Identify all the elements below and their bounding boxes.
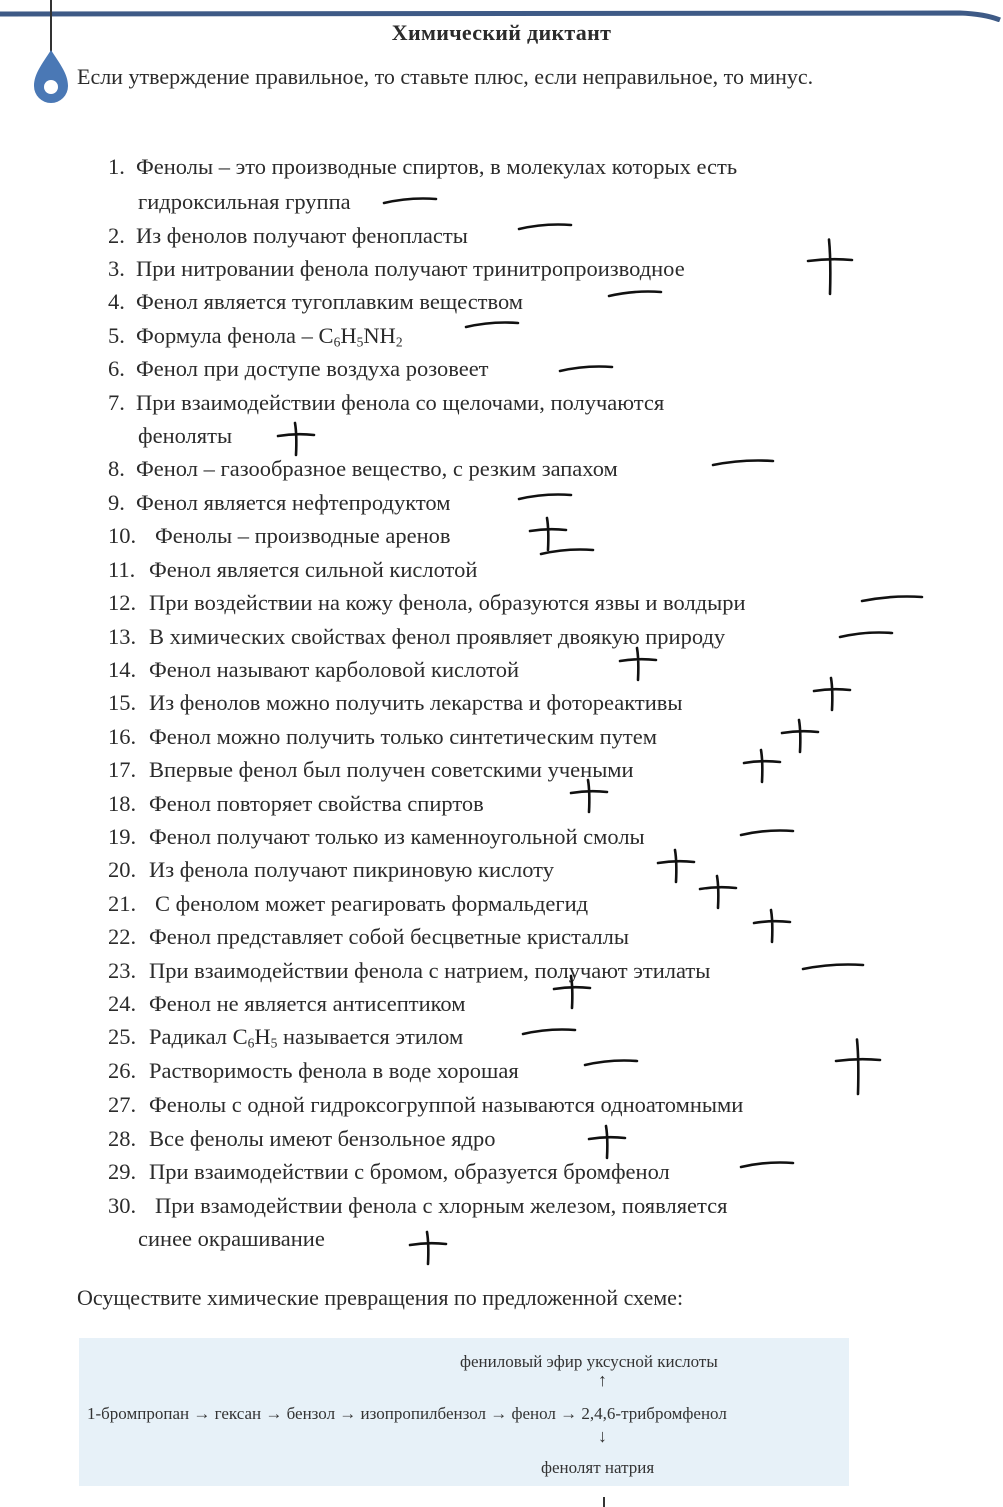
plus-mark-20: [658, 850, 694, 882]
statement-text: Радикал C: [149, 1024, 248, 1049]
statement-number: 10.: [108, 523, 137, 548]
statement-number: 13.: [108, 624, 137, 649]
statement-text: Фенол можно получить только синтетическим путем: [149, 724, 657, 749]
statement-number: 23.: [108, 958, 137, 983]
formula-subscript: 5: [356, 334, 364, 350]
statement-5: [108, 319, 403, 352]
statement-number: 22.: [108, 924, 137, 949]
statement-number: 8.: [108, 456, 125, 481]
plus-mark-28: [589, 1126, 625, 1158]
statement-text: Фенол является нефтепродуктом: [136, 490, 451, 515]
minus-mark-1: [384, 199, 436, 204]
formula-subscript: 6: [333, 334, 341, 350]
statement-21: [108, 887, 588, 920]
statement-text: Фенол при доступе воздуха розовеет: [136, 356, 489, 381]
scheme-bottom-product: фенолят натрия: [541, 1458, 655, 1477]
instruction-text: Осуществите химические превращения по предложенной схеме:: [77, 1285, 684, 1310]
minus-mark-6: [560, 367, 612, 372]
statement-number: 25.: [108, 1024, 137, 1049]
minus-mark-29: [741, 1163, 793, 1168]
statement-text: Фенол – газообразное вещество, с резким запахом: [136, 456, 618, 481]
statement-8: [108, 452, 618, 485]
statement-number: 26.: [108, 1058, 137, 1083]
statement-2: [108, 219, 468, 252]
statement-text: В химических свойствах фенол проявляет двоякую природу: [149, 624, 726, 649]
intro-text: Если утверждение правильное, то ставьте плюс, если неправильное, то минус.: [77, 64, 814, 89]
statement-text: При нитровании фенола получают тринитропроизводное: [136, 256, 685, 281]
statement-text: Фенол повторяет свойства спиртов: [149, 791, 484, 816]
statement-number: 1.: [108, 154, 125, 179]
statement-number: 28.: [108, 1126, 137, 1151]
scheme-top-product: фениловый эфир уксусной кислоты: [460, 1352, 718, 1371]
statement-20: [108, 853, 554, 886]
statement-number: 11.: [108, 557, 136, 582]
plus-mark-22: [754, 910, 790, 942]
statement-number: 20.: [108, 857, 137, 882]
minus-mark-13: [840, 633, 892, 638]
statement-11: [108, 553, 477, 586]
statement-16: [108, 720, 657, 753]
statement-text: При взаимодействии с бромом, образуется бромфенол: [149, 1159, 670, 1184]
statement-text: При взаимодействии фенола с натрием, получают этилаты: [149, 958, 711, 983]
statement-number: 16.: [108, 724, 137, 749]
statement-text: Фенол является тугоплавким веществом: [136, 289, 524, 314]
statement-number: 3.: [108, 256, 125, 281]
statement-text: H: [254, 1024, 271, 1049]
statement-text: При воздействии на кожу фенола, образуются язвы и волдыри: [149, 590, 746, 615]
minus-mark-11: [541, 550, 593, 555]
plus-mark-17: [744, 750, 780, 782]
minus-mark-4: [609, 292, 661, 297]
statement-text: Фенол является сильной кислотой: [149, 557, 478, 582]
statement-3: [108, 252, 685, 285]
statement-26: [108, 1054, 519, 1087]
statement-text: Фенолы – производные аренов: [155, 523, 451, 548]
statement-text: NH: [363, 323, 396, 348]
statement-text: Растворимость фенола в воде хорошая: [149, 1058, 519, 1083]
statement-text: Фенол получают только из каменноугольной смолы: [149, 824, 645, 849]
top-decorative-bar: [0, 0, 1003, 22]
minus-mark-23: [803, 965, 863, 970]
minus-mark-2: [519, 225, 571, 230]
reaction-scheme: [79, 1338, 849, 1486]
plus-mark-7: [278, 423, 314, 455]
plus-mark-27: [836, 1040, 880, 1094]
statement-14: [108, 653, 519, 686]
arrow-down-icon: ↓: [598, 1426, 607, 1446]
plus-mark-21: [700, 876, 736, 908]
statement-number: 27.: [108, 1092, 137, 1117]
plus-mark-15: [814, 678, 850, 710]
statement-text: Фенолы – это производные спиртов, в молекулах которых есть: [136, 154, 738, 179]
statement-number: 5.: [108, 323, 125, 348]
statement-9: [108, 486, 450, 519]
statement-19: [108, 820, 645, 853]
statement-22: [108, 920, 629, 953]
statement-text: Фенол не является антисептиком: [149, 991, 466, 1016]
statement-10: [108, 519, 451, 552]
statement-text: Фенолы с одной гидроксогруппой называются одноатомными: [149, 1092, 744, 1117]
minus-mark-5: [466, 323, 518, 328]
statement-6: [108, 352, 489, 385]
statement-number: 15.: [108, 690, 137, 715]
statement-27: [108, 1088, 743, 1121]
statement-24: [108, 987, 465, 1020]
statement-17: [108, 753, 634, 786]
statement-number: 14.: [108, 657, 137, 682]
statement-18: [108, 787, 484, 820]
minus-mark-12: [862, 597, 922, 602]
statement-13: [108, 620, 725, 653]
statement-7-continuation: феноляты: [138, 423, 233, 448]
statement-number: 9.: [108, 490, 125, 515]
minus-mark-19: [741, 831, 793, 836]
statement-1-continuation: гидроксильная группа: [138, 189, 351, 214]
statement-number: 29.: [108, 1159, 137, 1184]
statement-text: Фенол представляет собой бесцветные кристаллы: [149, 924, 629, 949]
bottom-divider: [603, 1497, 605, 1507]
statement-number: 21.: [108, 891, 137, 916]
minus-mark-9: [519, 495, 571, 500]
statement-number: 7.: [108, 390, 125, 415]
minus-mark-8: [713, 461, 773, 466]
statement-text: С фенолом может реагировать формальдегид: [155, 891, 589, 916]
statement-text: Впервые фенол был получен советскими учеными: [149, 757, 634, 782]
statement-text: Из фенолов получают фенопласты: [136, 223, 468, 248]
statement-number: 17.: [108, 757, 137, 782]
statement-4: [108, 285, 523, 318]
statement-number: 4.: [108, 289, 125, 314]
plus-mark-3: [808, 240, 852, 294]
plus-mark-10: [530, 518, 566, 550]
statement-text: При взаимодействии фенола со щелочами, получаются: [136, 390, 665, 415]
statement-text: Из фенола получают пикриновую кислоту: [149, 857, 554, 882]
minus-mark-25: [523, 1030, 575, 1035]
arrow-up-icon: ↑: [598, 1370, 607, 1390]
statement-7: [108, 386, 664, 419]
page-title: Химический диктант: [391, 20, 612, 45]
statement-15: [108, 686, 683, 719]
statement-text: Все фенолы имеют бензольное ядро: [149, 1126, 496, 1151]
statement-text: H: [340, 323, 357, 348]
statement-text: Формула фенола – C: [136, 323, 334, 348]
statement-29: [108, 1155, 670, 1188]
statement-23: [108, 954, 710, 987]
scheme-chain: 1-бромпропан → гексан → бензол → изопропилбензол → фенол → 2,4,6-трибромфенол: [87, 1404, 727, 1423]
statement-number: 12.: [108, 590, 137, 615]
statement-text: При взамодействии фенола с хлорным железом, появляется: [155, 1193, 728, 1218]
statement-12: [108, 586, 746, 619]
minus-mark-26: [585, 1061, 637, 1066]
statement-text: называется этилом: [277, 1024, 464, 1049]
statement-number: 30.: [108, 1193, 137, 1218]
statement-number: 2.: [108, 223, 125, 248]
statement-text: Фенол называют карболовой кислотой: [149, 657, 519, 682]
statement-number: 18.: [108, 791, 137, 816]
statement-28: [108, 1122, 496, 1155]
formula-subscript: 2: [395, 334, 403, 350]
formula-subscript: 5: [270, 1035, 278, 1051]
plus-mark-30: [410, 1232, 446, 1264]
statement-number: 19.: [108, 824, 137, 849]
statement-number: 6.: [108, 356, 125, 381]
statement-30: [108, 1189, 727, 1222]
statement-25: [108, 1020, 463, 1053]
statement-number: 24.: [108, 991, 137, 1016]
formula-subscript: 6: [247, 1035, 255, 1051]
statement-1: [108, 150, 737, 183]
statement-30-continuation: синее окрашивание: [138, 1226, 325, 1251]
statement-text: Из фенолов можно получить лекарства и фотореактивы: [149, 690, 683, 715]
plus-mark-16: [782, 720, 818, 752]
